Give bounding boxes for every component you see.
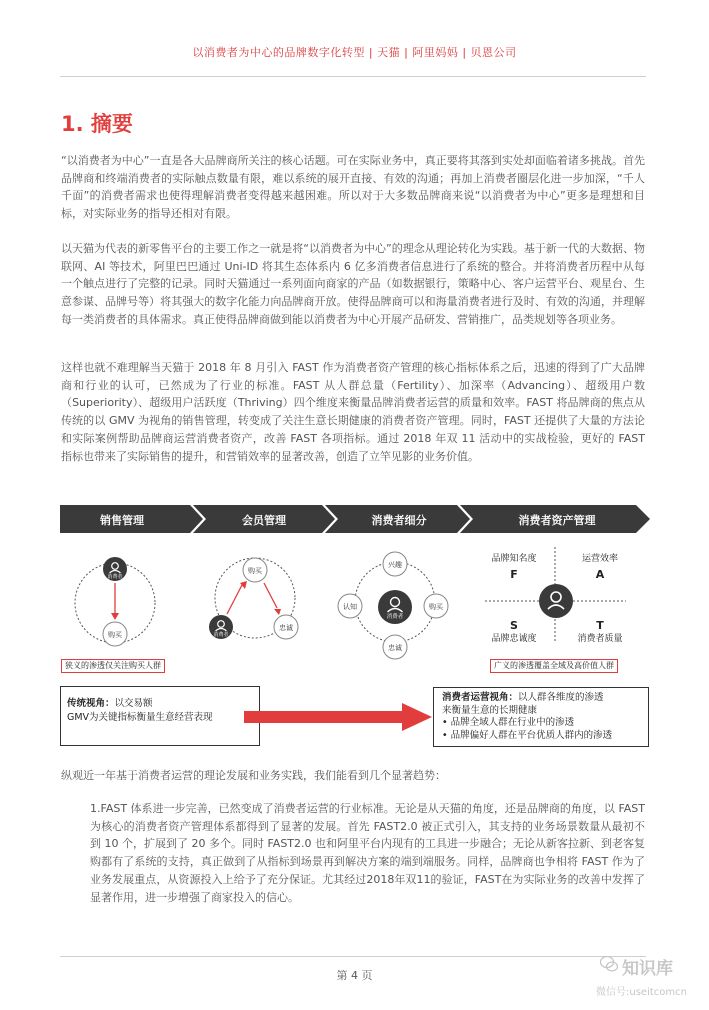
segment-consumer-label: 消费者 [386, 614, 404, 620]
consumer-view-title: 消费者运营视角： [442, 692, 519, 703]
broad-penetration-label: 广义的渗透覆盖全域及高价值人群 [490, 659, 618, 673]
consumer-view-box: 消费者运营视角：以人群各维度的渗透 来衡量生意的长期健康 • 品牌全域人群在行业中的渗透 • 品牌偏好人群在平台优质人群内的渗透 [433, 687, 649, 747]
red-arrow-icon [244, 703, 434, 731]
paragraph-1: “以消费者为中心”一直是各大品牌商所关注的核心话题。可在实际业务中，真正要将其落到实处却面临着诸多挑战。首先品牌商和终端消费者的实际触点数量有限，难以系统的展开直接、有效的沟通；再加上消费者圈层化进一步加深，“千人千面”的消费者需求也使得理解消费者变得越来越困难。所以对于大多数品牌商来说“以消费者为中心”更多是理想和目标，对实际业务的指导还相对有限。 [61, 154, 645, 221]
asset-t-label: 消费者质量 [577, 634, 623, 644]
header-title: 以消费者为中心的品牌数字化转型 | 天猫 | 阿里妈妈 | 贝恩公司 [192, 46, 517, 59]
consumer-view-bullet2: 品牌偏好人群在平台优质人群内的渗透 [450, 729, 613, 741]
section-title: 1. 摘要 [61, 112, 133, 136]
consumer-view-line1: 以人群各维度的渗透 [518, 692, 604, 703]
member-loyal-label: 忠诚 [279, 624, 293, 632]
asset-f-label: 品牌知名度 [491, 554, 537, 564]
footer-divider [60, 956, 646, 957]
member-consumer-label: 消费者 [213, 632, 229, 638]
stage-label-sales: 销售管理 [100, 514, 144, 527]
page-number: 第 4 页 [336, 969, 373, 982]
sales-buy-label: 购买 [108, 631, 122, 639]
narrow-penetration-label: 狭义的渗透仅关注购买人群 [61, 659, 165, 673]
asset-a-letter: A [595, 568, 605, 581]
asset-f-letter: F [510, 568, 518, 581]
stage-label-member: 会员管理 [242, 514, 286, 527]
sales-consumer-label: 消费者 [107, 574, 123, 580]
list-item-1: 1.FAST 体系进一步完善，已然变成了消费者运营的行业标准。无论是从天猫的角度，还是品牌商的角度，以 FAST 为核心的消费者资产管理体系都得到了显著的发展。首先 FAST2.0 被正式引入，其支持的业务场景数量从最初不到 10 个，扩展到了 20 多个。同时 FAST2.0 也和阿里平台内现有的工具进一步融合；无论从新客拉新、到老客复购都有了系统的支持，真正做到了从指标到场景再到解决方案的端到端服务。同样，品牌商也争相将 FAST 作为了业务发展重点，从资源投入上给予了充分保证。尤其经过2018年双11的验证，FAST在为实际业务的改善中发挥了显著作用，进一步增强了商家投入的信心。 [90, 802, 646, 904]
consumer-evolution-diagram [60, 503, 652, 678]
segment-buy-label: 购买 [429, 603, 443, 611]
member-buy-label: 购买 [248, 567, 262, 575]
consumer-view-bullet1: 品牌全域人群在行业中的渗透 [450, 717, 575, 728]
paragraph-2: 以天猫为代表的新零售平台的主要工作之一就是将“以消费者为中心”的理念从理论转化为实践。基于新一代的大数据、物联网、AI 等技术，阿里巴巴通过 Uni-ID 将其生态体系内 6 亿多消费者信息进行了系统的整合。并将消费者历程中从每一个触点进行了完整的记录。同时天猫通过一系列面向商家的产品（如数据银行，策略中心、客户运营平台、观星台、生意参谋、品牌号等）将其强大的数字化能力向品牌商开放。使得品牌商可以和海量消费者进行及时、有效的沟通，并理解每一类消费者的具体需求。真正使得品牌商做到能以消费者为中心开展产品研发、营销推广，品类规划等各项业务。 [61, 242, 645, 326]
paragraph-3: 这样也就不难理解当天猫于 2018 年 8 月引入 FAST 作为消费者资产管理的核心指标体系之后，迅速的得到了广大品牌商和行业的认可，已然成为了行业的标准。FAST 从人群总量（Fertility）、加深率（Advancing）、超级用户数（Superiority）、超级用户活跃度（Thriving）四个维度来衡量品牌消费者运营的质量和效率。FAST 将品牌商的焦点从传统的以 GMV 为视角的销售管理，转变成了关注生意长期健康的消费者资产管理。同时，FAST 还提供了大量的方法论和实际案例帮助品牌商运营消费者资产，改善 FAST 各项指标。通过 2018 年双 11 活动中的实战检验，更好的 FAST 指标也带来了实际销售的提升，和营销效率的显著改善，创造了立竿见影的业务价值。 [61, 361, 645, 463]
segment-interest-label: 兴趣 [388, 561, 402, 569]
watermark-name: 知识库 [622, 959, 673, 979]
member-arrow-down [264, 583, 277, 608]
segment-loyal-label: 忠诚 [388, 644, 402, 652]
asset-a-label: 运营效率 [581, 554, 619, 564]
traditional-title: 传统视角： [67, 698, 115, 709]
header-divider [60, 76, 646, 77]
asset-s-letter: S [510, 619, 518, 632]
traditional-line2: GMV为关键指标衡量生意经营表现 [67, 712, 213, 723]
stage-label-asset: 消费者资产管理 [518, 514, 596, 527]
consumer-view-line2: 来衡量生意的长期健康 [442, 704, 538, 716]
segment-cognition-label: 认知 [343, 603, 357, 611]
traditional-view-box [60, 686, 260, 746]
asset-t-letter: T [596, 619, 604, 632]
watermark-sub: 微信号:useitcomcn [596, 987, 687, 998]
paragraph-4: 纵观近一年基于消费者运营的理论发展和业务实践，我们能看到几个显著趋势： [61, 769, 446, 782]
asset-s-label: 品牌忠诚度 [491, 634, 537, 644]
wechat-icon [600, 955, 618, 973]
asset-consumer-node [539, 584, 573, 618]
member-arrow-up [227, 585, 242, 614]
stage-label-segment: 消费者细分 [371, 514, 427, 527]
traditional-line1: 以交易额 [114, 698, 153, 709]
